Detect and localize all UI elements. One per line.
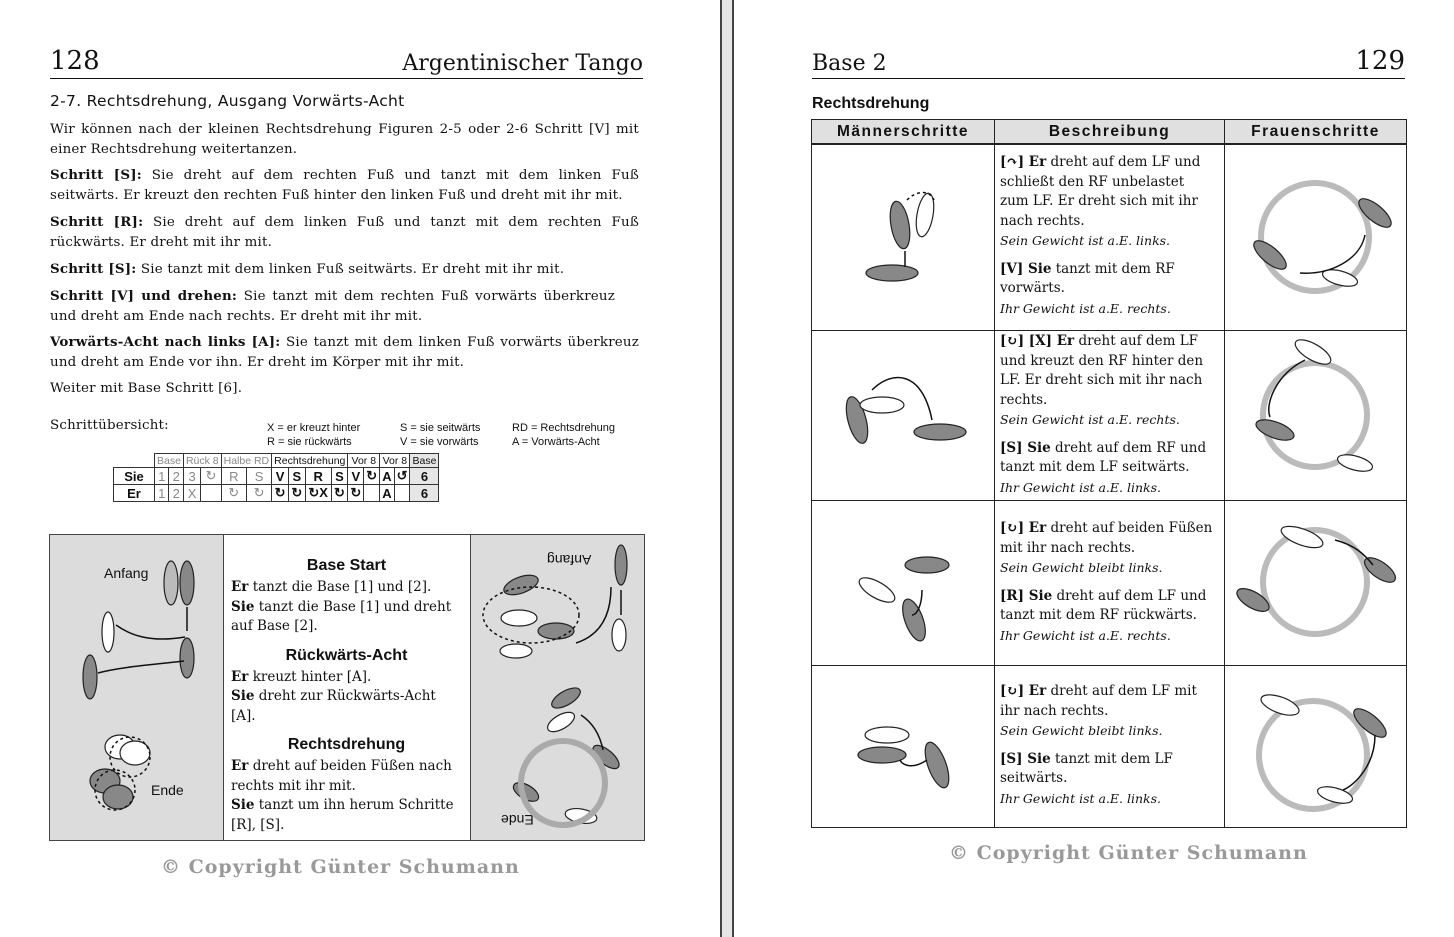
book-gutter xyxy=(722,0,732,937)
step-cell xyxy=(364,485,380,502)
step-table xyxy=(811,119,1407,828)
step-cell: ↺ xyxy=(394,468,410,485)
step-cell xyxy=(201,485,221,502)
step-paragraph: Schritt [S]: Sie dreht auf dem rechten Fuß und tanzt mit dem linken Fuß seitwärts. Er kreuzt den rechten Fuß hinter den linken Fuß und dreht mit ihr mit. xyxy=(50,167,639,203)
column-header: Männerschritte xyxy=(812,120,994,144)
step-cell: ↻ xyxy=(348,485,364,502)
step-cell: ↻ xyxy=(201,468,221,485)
step-description: [↷] Er dreht auf dem LF und schließt den RF unbelastet zum LF. Er dreht sich mit ihr nach rechts. Sein Gewicht ist a.E. links. [V] Sie tanzt mit dem RF vorwärts. Ihr Gewicht ist a.E. rechts. xyxy=(1000,154,1201,316)
step-cell: S xyxy=(331,468,348,485)
step-description: [↻] Er dreht auf beiden Füßen mit ihr nach rechts. Sein Gewicht bleibt links. [R] Sie dreht auf dem LF und tanzt mit dem RF rückwärts. Ihr Gewicht ist a.E. rechts. xyxy=(1000,520,1213,643)
rotated-illustration: Anfang Ende xyxy=(471,535,644,840)
step-cell: ↻ xyxy=(272,485,289,502)
step-description: [↻] Er dreht auf dem LF mit ihr nach rechts. Sein Gewicht bleibt links. [S] Sie tanzt mit dem LF seitwärts. Ihr Gewicht ist a.E. links. xyxy=(1000,683,1197,806)
legend: X = er kreuzt hinter R = sie rückwärts xyxy=(267,422,361,448)
step-cell: 3 xyxy=(183,468,200,485)
step-paragraph: Schritt [R]: Sie dreht auf dem linken Fuß und tanzt mit dem rechten Fuß rückwärts. Er dreht mit ihr mit. xyxy=(50,214,639,250)
step-description: [↻] [X] Er dreht auf dem LF und kreuzt den RF hinter den LF. Er dreht sich mit ihr nach rechts. Sein Gewicht ist a.E. rechts. [S] Sie dreht auf dem RF und tanzt mit dem LF seitwärts. Ihr Gewicht ist a.E. links. xyxy=(1000,333,1207,495)
step-cell: A xyxy=(380,468,394,485)
step-paragraph: Schritt [V] und drehen: Sie tanzt mit dem rechten Fuß vorwärts überkreuz und dreht am Ende nach rechts. Er dreht mit ihr mit. xyxy=(50,288,616,324)
step-cell: ↻ xyxy=(331,485,348,502)
step-cell: ↻ xyxy=(364,468,380,485)
copyright: © Copyright Günter Schumann xyxy=(949,842,1308,864)
step-cell: 6 xyxy=(410,468,439,485)
outro-paragraph: Weiter mit Base Schritt [6]. xyxy=(50,381,243,396)
section-title: Rechtsdrehung xyxy=(812,95,930,112)
section-title: 2-7. Rechtsdrehung, Ausgang Vorwärts-Acht xyxy=(50,92,405,110)
step-cell: 2 xyxy=(169,485,183,502)
legend: RD = Rechtsdrehung A = Vorwärts-Acht xyxy=(512,422,616,448)
step-cell: ↻ xyxy=(221,485,246,502)
start-end-illustration: Anfang Ende xyxy=(50,535,224,840)
page-header xyxy=(812,45,1405,79)
running-title: Base 2 xyxy=(812,51,887,76)
step-paragraph: Vorwärts-Acht nach links [A]: Sie tanzt mit dem linken Fuß vorwärts überkreuz und dreht am Ende vor ihn. Er dreht im Körper mit ihr mit. xyxy=(50,334,639,370)
step-cell: 1 xyxy=(155,468,169,485)
summary-box xyxy=(49,534,645,841)
step-cell: ↻ xyxy=(246,485,271,502)
step-paragraph: Schritt [S]: Sie tanzt mit dem linken Fuß seitwärts. Er dreht mit ihr mit. xyxy=(50,261,565,277)
page-number: 128 xyxy=(50,46,100,76)
legend: S = sie seitwärts V = sie vorwärts xyxy=(400,422,481,448)
intro-paragraph: Wir können nach der kleinen Rechtsdrehung Figuren 2-5 oder 2-6 Schritt [V] mit einer Rechtsdrehung weitertanzen. xyxy=(50,122,639,157)
step-cell xyxy=(394,485,410,502)
step-cell: 2 xyxy=(169,468,183,485)
copyright: © Copyright Günter Schumann xyxy=(161,856,520,878)
step-cell: ↻ xyxy=(288,485,305,502)
summary-text: Base Start Er tanzt die Base [1] und [2]. Sie tanzt die Base [1] und dreht auf Base [2]. Rückwärts-Acht Er kreuzt hinter [A]. Sie dreht zur Rückwärts-Acht [A]. Rechtsdrehung Er dreht auf beiden Füßen nach rechts mit ihr mit. Sie tanzt um ihn herum Schritte [R], [S]. xyxy=(224,535,471,840)
table-row: Sie 1 2 3 ↻ R S V S R S V ↻ A ↺ 6 xyxy=(114,468,439,485)
step-cell: A xyxy=(380,485,394,502)
step-cell: R xyxy=(221,468,246,485)
overview-label: Schrittübersicht: xyxy=(50,418,169,433)
step-cell: 1 xyxy=(155,485,169,502)
step-cell: X xyxy=(183,485,200,502)
step-cell: S xyxy=(288,468,305,485)
page-number: 129 xyxy=(1355,46,1405,76)
page-header xyxy=(50,45,643,79)
right-page xyxy=(732,0,1454,937)
step-cell: S xyxy=(246,468,271,485)
step-cell: 6 xyxy=(410,485,439,502)
running-title: Argentinischer Tango xyxy=(402,51,643,76)
column-header: Frauenschritte xyxy=(1225,120,1406,144)
column-header: Beschreibung xyxy=(995,120,1224,144)
step-overview-table: Base Rück 8 Halbe RD Rechtsdrehung Vor 8 Vor 8 Base Sie 1 2 3 ↻ R S V S R S V ↻ A ↺ 6 Er 1 2 X ↻ ↻ ↻ ↻ ↻X ↻ ↻ A 6 xyxy=(113,453,439,502)
left-page xyxy=(0,0,722,937)
step-cell: V xyxy=(272,468,289,485)
women-steps-illustration xyxy=(1225,145,1406,827)
step-cell: ↻X xyxy=(305,485,331,502)
step-cell: R xyxy=(305,468,331,485)
step-cell: V xyxy=(348,468,364,485)
table-row: Er 1 2 X ↻ ↻ ↻ ↻ ↻X ↻ ↻ A 6 xyxy=(114,485,439,502)
men-steps-illustration xyxy=(812,145,994,827)
